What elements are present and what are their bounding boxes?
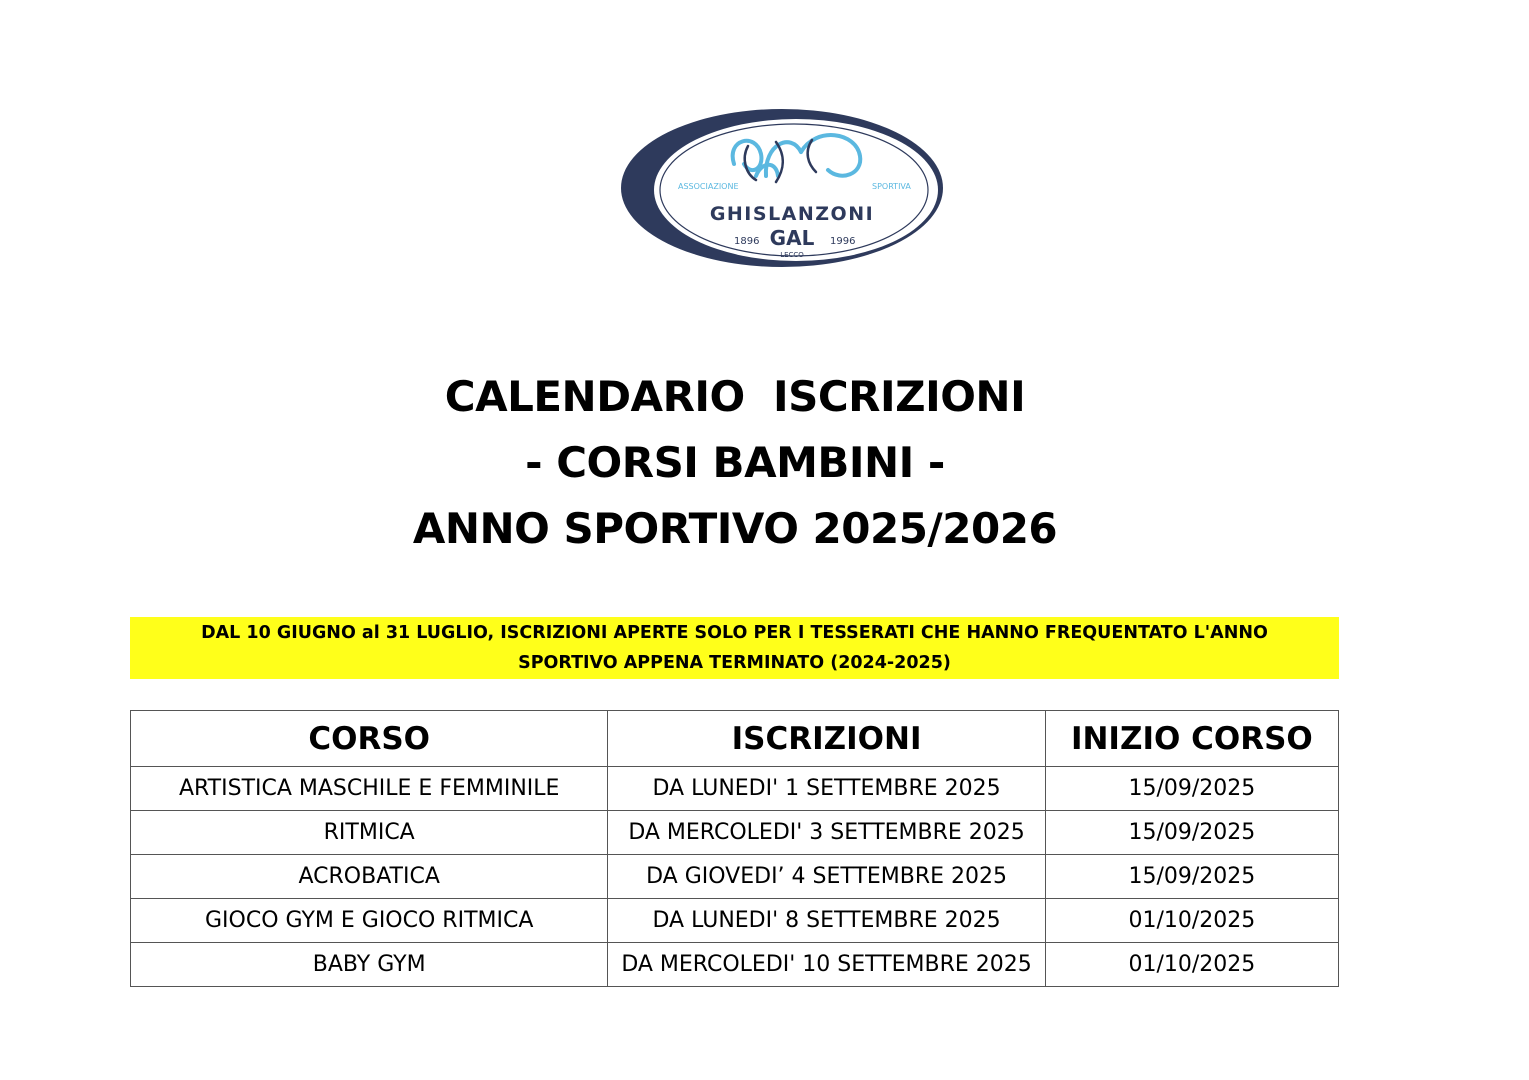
- club-logo: [616, 104, 956, 274]
- logo-emblem-icon: [616, 104, 956, 274]
- table-header-row: [131, 711, 1339, 767]
- logo-city: LECCO: [780, 251, 804, 259]
- cell-corso: RITMICA: [131, 811, 608, 855]
- logo-year-left: 1896: [734, 236, 760, 247]
- cell-inizio: 15/09/2025: [1045, 767, 1338, 811]
- cell-inizio: 15/09/2025: [1045, 811, 1338, 855]
- title-line-1: CALENDARIO ISCRIZIONI: [444, 372, 1026, 421]
- logo-mark: GAL: [769, 226, 815, 250]
- logo-top-right-label: SPORTIVA: [872, 182, 911, 191]
- notice-line-2: SPORTIVO APPENA TERMINATO (2024-2025): [518, 653, 951, 673]
- logo-name: GHISLANZONI: [709, 203, 875, 225]
- table-row: [131, 943, 1339, 987]
- cell-iscrizioni: DA MERCOLEDI' 3 SETTEMBRE 2025: [608, 811, 1045, 855]
- page-title: [0, 364, 1470, 562]
- header-iscrizioni: ISCRIZIONI: [608, 711, 1045, 767]
- cell-inizio: 01/10/2025: [1045, 899, 1338, 943]
- notice-line-1: DAL 10 GIUGNO al 31 LUGLIO, ISCRIZIONI APERTE SOLO PER I TESSERATI CHE HANNO FREQUENTATO L'ANNO: [201, 623, 1268, 643]
- enrollment-table: [130, 710, 1339, 987]
- cell-corso: ACROBATICA: [131, 855, 608, 899]
- table-row: [131, 899, 1339, 943]
- cell-corso: GIOCO GYM E GIOCO RITMICA: [131, 899, 608, 943]
- logo-year-right: 1996: [830, 236, 856, 247]
- cell-inizio: 15/09/2025: [1045, 855, 1338, 899]
- enrollment-notice: [130, 617, 1339, 679]
- title-line-3: ANNO SPORTIVO 2025/2026: [412, 504, 1058, 553]
- cell-corso: ARTISTICA MASCHILE E FEMMINILE: [131, 767, 608, 811]
- title-line-2: - CORSI BAMBINI -: [525, 438, 945, 487]
- cell-inizio: 01/10/2025: [1045, 943, 1338, 987]
- cell-iscrizioni: DA GIOVEDI’ 4 SETTEMBRE 2025: [608, 855, 1045, 899]
- logo-top-left-label: ASSOCIAZIONE: [678, 182, 739, 191]
- table-row: [131, 767, 1339, 811]
- cell-iscrizioni: DA LUNEDI' 8 SETTEMBRE 2025: [608, 899, 1045, 943]
- header-inizio-corso: INIZIO CORSO: [1045, 711, 1338, 767]
- header-corso: CORSO: [131, 711, 608, 767]
- cell-iscrizioni: DA LUNEDI' 1 SETTEMBRE 2025: [608, 767, 1045, 811]
- cell-iscrizioni: DA MERCOLEDI' 10 SETTEMBRE 2025: [608, 943, 1045, 987]
- cell-corso: BABY GYM: [131, 943, 608, 987]
- table-row: [131, 855, 1339, 899]
- table-row: [131, 811, 1339, 855]
